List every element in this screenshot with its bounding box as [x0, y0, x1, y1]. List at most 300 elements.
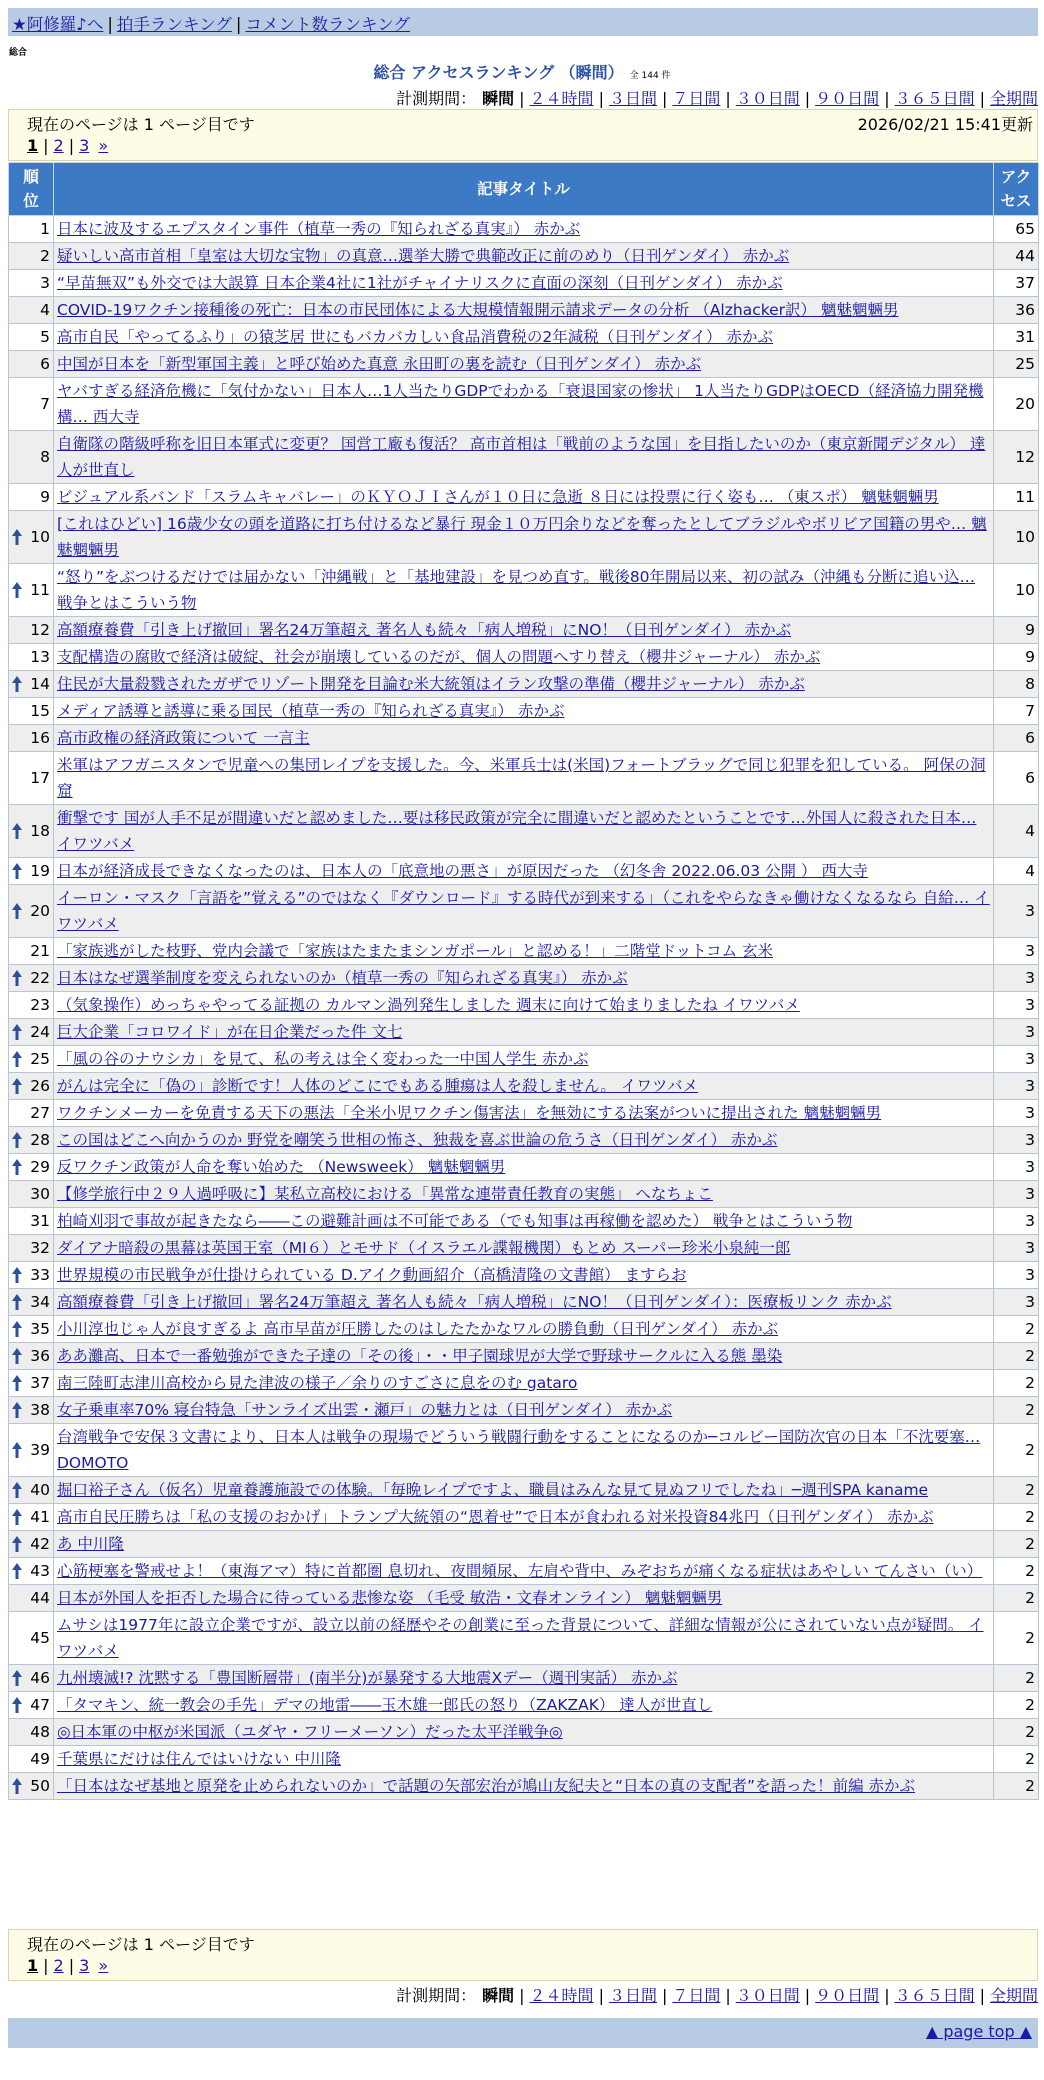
rank-cell [9, 431, 54, 484]
article-link[interactable]: 「日本はなぜ基地と原発を止められないのか」で話題の矢部宏治が鳩山友紀夫と“日本の真の支配者”を語った！前編 赤かぶ [57, 1777, 915, 1795]
rank-cell [9, 270, 54, 297]
title-cell [54, 511, 994, 564]
rank-cell [9, 992, 54, 1019]
article-link[interactable]: メディア誘導と誘導に乗る国民（植草一秀の『知られざる真実』） 赤かぶ [57, 702, 565, 720]
table-row [9, 243, 1039, 270]
title-cell [54, 270, 994, 297]
rank-up-arrow-icon [12, 1077, 22, 1095]
period-separator: | [519, 89, 525, 108]
rank-cell [9, 1208, 54, 1235]
article-link[interactable]: “早苗無双”も外交では大誤算 日本企業4社に1社がチャイナリスクに直面の深刻（日刊ゲンダイ） 赤かぶ [57, 274, 783, 292]
article-link[interactable]: ヤバすぎる経済危機に「気付かない」日本人…1人当たりGDPでわかる「衰退国家の惨状」 1人当たりGDPはOECD（経済協力開発機構… 西大寺 [57, 382, 984, 426]
table-row [9, 1181, 1039, 1208]
period-separator: | [661, 89, 668, 108]
rank-cell [9, 511, 54, 564]
table-row [9, 644, 1039, 671]
table-header-row [9, 163, 1039, 216]
access-count: 36 [994, 297, 1039, 324]
title-cell [54, 1289, 994, 1316]
period-separator: | [884, 89, 890, 108]
rank-number: 42 [30, 1535, 50, 1553]
article-link[interactable]: 衝撃です 国が人手不足が間違いだと認めました…要は移民政策が完全に間違いだと認めたということです…外国人に殺された日本… イワツバメ [57, 809, 977, 853]
article-link[interactable]: 女子乗車率70% 寝台特急「サンライズ出雲・瀬戸」の魅力とは（日刊ゲンダイ） 赤かぶ [57, 1401, 673, 1419]
period-option-1[interactable]: ２４時間 [529, 1986, 594, 2005]
title-cell [54, 324, 994, 351]
title-cell [54, 698, 994, 725]
page-top-link[interactable]: ▲ page top ▲ [925, 2022, 1032, 2041]
title-cell [54, 1154, 994, 1181]
table-row [9, 324, 1039, 351]
access-count: 2 [994, 1665, 1039, 1692]
table-row [9, 1289, 1039, 1316]
period-option-7[interactable]: 全期間 [989, 89, 1038, 108]
rank-up-arrow-icon [12, 1050, 22, 1068]
pager-top [8, 109, 1038, 161]
rank-up-arrow-icon [12, 1158, 22, 1176]
access-count: 31 [994, 324, 1039, 351]
period-selector-top [396, 86, 1038, 109]
title-cell [54, 1719, 994, 1746]
rank-cell [9, 1612, 54, 1665]
page-info: 現在のページは 1 ページ目です [27, 115, 255, 134]
rank-up-arrow-icon [12, 1696, 22, 1714]
article-link[interactable]: ムサシは1977年に設立企業ですが、設立以前の経歴やその創業に至った背景について、詳細な情報が公にされていない点が疑問。 イワツバメ [57, 1616, 984, 1660]
rank-number: 38 [30, 1401, 50, 1419]
rank-cell [9, 1692, 54, 1719]
access-count: 11 [994, 484, 1039, 511]
article-link[interactable]: 南三陸町志津川高校から見た津波の様子／余りのすごさに息をのむ gataro [57, 1374, 578, 1392]
rank-number: 40 [30, 1481, 50, 1499]
article-link[interactable]: “怒り”をぶつけるだけでは届かない「沖縄戦」と「基地建設」を見つめ直す。戦後80年開局以来、初の試み（沖縄も分断に追い込… 戦争とはこういう物 [57, 568, 976, 612]
article-link[interactable]: 日本はなぜ選挙制度を変えられないのか（植草一秀の『知られざる真実』） 赤かぶ [57, 969, 628, 987]
title-cell [54, 725, 994, 752]
access-count: 37 [994, 270, 1039, 297]
article-link[interactable]: （気象操作）めっちゃやってる証拠の カルマン渦列発生しました 週末に向けて始まりましたね イワツバメ [57, 996, 800, 1014]
rank-cell [9, 698, 54, 725]
rank-number: 3 [40, 274, 50, 292]
article-link[interactable]: ◎日本軍の中枢が米国派（ユダヤ・フリーメーソン）だった太平洋戦争◎ [57, 1723, 563, 1741]
article-link[interactable]: 日本に波及するエプスタイン事件（植草一秀の『知られざる真実』） 赤かぶ [57, 220, 581, 238]
rank-number: 43 [30, 1562, 50, 1580]
period-option-1[interactable]: ２４時間 [529, 89, 594, 108]
rank-cell [9, 1316, 54, 1343]
rank-number: 30 [30, 1185, 50, 1203]
table-row [9, 511, 1039, 564]
rank-up-arrow-icon [12, 675, 22, 693]
rank-number: 15 [30, 702, 50, 720]
rank-cell [9, 644, 54, 671]
article-link[interactable]: ワクチンメーカーを免責する天下の悪法「全米小児ワクチン傷害法」を無効にする法案がついに提出された 魑魅魍魎男 [57, 1104, 882, 1122]
page-next-link[interactable]: » [98, 1956, 109, 1975]
rank-up-arrow-icon [12, 1293, 22, 1311]
rank-number: 31 [30, 1212, 50, 1230]
page-separator: | [68, 136, 75, 155]
rank-number: 23 [30, 996, 50, 1014]
nav-link-applause-ranking[interactable]: 拍手ランキング [116, 15, 232, 34]
access-count: 20 [994, 378, 1039, 431]
title-cell [54, 1262, 994, 1289]
article-link[interactable]: 中国が日本を「新型軍国主義」と呼び始めた真意 永田町の裏を読む（日刊ゲンダイ） 赤かぶ [57, 355, 702, 373]
article-link[interactable]: 自衛隊の階級呼称を旧日本軍式に変更？ 国営工廠も復活？ 高市首相は「戦前のような国」を目指したいのか（東京新聞デジタル） 達人が世直し [57, 435, 986, 479]
article-link[interactable]: 千葉県にだけは住んではいけない 中川隆 [57, 1750, 341, 1768]
rank-cell [9, 858, 54, 885]
table-row [9, 484, 1039, 511]
rank-cell [9, 1019, 54, 1046]
article-link[interactable]: イーロン・マスク「言語を”覚える”のではなく『ダウンロード』する時代が到来する」（これをやらなきゃ働けなくなるなら 自給… イワツバメ [57, 889, 990, 933]
rank-number: 50 [30, 1777, 50, 1795]
page-link-2[interactable]: 2 [53, 1956, 64, 1975]
article-link[interactable]: 台湾戦争で安保３文書により、日本人は戦争の現場でどういう戦闘行動をすることになるのか─コルビー国防次官の日本「不沈要塞… DOMOTO [57, 1428, 981, 1472]
article-link[interactable]: 心筋梗塞を警戒せよ！（東海アマ）特に首都圏 息切れ、夜間頻尿、左肩や背中、みぞおちが痛くなる症状はあやしい てんさい（い） [57, 1562, 983, 1580]
access-count: 3 [994, 1262, 1039, 1289]
title-cell [54, 644, 994, 671]
access-count: 2 [994, 1504, 1039, 1531]
category-label: 総合 [9, 48, 28, 58]
access-count: 6 [994, 725, 1039, 752]
title-cell [54, 1424, 994, 1477]
table-row [9, 1585, 1039, 1612]
page-separator: | [68, 1956, 75, 1975]
article-link[interactable]: 疑いしい高市首相「皇室は大切な宝物」の真意…選挙大勝で典範改正に前のめり（日刊ゲンダイ） 赤かぶ [57, 247, 790, 265]
access-count: 2 [994, 1612, 1039, 1665]
rank-number: 25 [30, 1050, 50, 1068]
table-row [9, 1424, 1039, 1477]
page-link-3[interactable]: 3 [79, 136, 90, 155]
rank-number: 21 [30, 942, 50, 960]
title-cell [54, 671, 994, 698]
period-option-2[interactable]: ３日間 [608, 89, 657, 108]
table-row [9, 1370, 1039, 1397]
table-row [9, 965, 1039, 992]
title-cell [54, 351, 994, 378]
table-row [9, 1316, 1039, 1343]
page-link-2[interactable]: 2 [53, 136, 64, 155]
article-link[interactable]: 「タマキン、統一教会の手先」デマの地雷――玉木雄一郎氏の怒り（ZAKZAK） 達人が世直し [57, 1696, 713, 1714]
page-current: 1 [27, 136, 39, 155]
table-row [9, 1100, 1039, 1127]
period-separator: | [725, 1986, 731, 2005]
rank-number: 5 [40, 328, 50, 346]
rank-cell [9, 965, 54, 992]
access-count: 2 [994, 1370, 1039, 1397]
title-cell [54, 992, 994, 1019]
title-cell [54, 1665, 994, 1692]
period-option-current: 瞬間 [482, 89, 515, 108]
table-row [9, 1746, 1039, 1773]
access-count: 2 [994, 1585, 1039, 1612]
rank-number: 34 [30, 1293, 50, 1311]
article-link[interactable]: ビジュアル系バンド「スラムキャバレー」のＫＹＯＪＩさんが１０日に急逝 ８日には投票に行く姿も… （東スポ） 魑魅魍魎男 [57, 488, 939, 506]
access-count: 10 [994, 511, 1039, 564]
rank-number: 9 [40, 488, 50, 506]
access-count: 65 [994, 216, 1039, 243]
article-link[interactable]: 高市自民「やってるふり」の猿芝居 世にもバカバカしい食品消費税の2年減税（日刊ゲンダイ） 赤かぶ [57, 328, 773, 346]
rank-up-arrow-icon [12, 902, 22, 920]
table-row [9, 1531, 1039, 1558]
period-option-7[interactable]: 全期間 [989, 1986, 1038, 2005]
article-link[interactable]: COVID-19ワクチン接種後の死亡：日本の市民団体による大規模情報開示請求データの分析 （Alzhacker訳） 魑魅魍魎男 [57, 301, 899, 319]
article-link[interactable]: 「家族逃がした枝野、党内会議で「家族はたまたまシンガポール」と認める！」二階堂ドットコム 玄米 [57, 942, 773, 960]
access-count: 4 [994, 858, 1039, 885]
page-separator: | [43, 136, 49, 155]
table-row [9, 1235, 1039, 1262]
period-option-6[interactable]: ３６５日間 [894, 1986, 975, 2005]
table-row [9, 752, 1039, 805]
rank-number: 49 [30, 1750, 50, 1768]
title-cell [54, 378, 994, 431]
access-count: 3 [994, 1235, 1039, 1262]
article-link[interactable]: 九州壊滅!? 沈黙する「豊国断層帯」(南半分)が暴発する大地震Xデー（週刊実話） 赤かぶ [57, 1669, 678, 1687]
title-cell [54, 1504, 994, 1531]
table-row [9, 1719, 1039, 1746]
article-link[interactable]: 高額療養費「引き上げ撤回」署名24万筆超え 著名人も続々「病人増税」にNO！（日刊ゲンダイ） 赤かぶ [57, 621, 792, 639]
article-link[interactable]: 高市政権の経済政策について 一言主 [57, 729, 310, 747]
rank-number: 29 [30, 1158, 50, 1176]
rank-number: 28 [30, 1131, 50, 1149]
rank-cell [9, 1073, 54, 1100]
pager-bottom [8, 1929, 1038, 1981]
article-link[interactable]: 高市自民圧勝ちは「私の支援のおかげ」トランプ大統領の“恩着せ”で日本が食われる対米投資84兆円（日刊ゲンダイ） 赤かぶ [57, 1508, 934, 1526]
title-cell [54, 938, 994, 965]
rank-number: 12 [30, 621, 50, 639]
period-option-5[interactable]: ９０日間 [815, 89, 880, 108]
rank-cell [9, 1154, 54, 1181]
article-link[interactable]: 日本が外国人を拒否した場合に待っている悲惨な姿 （毛受 敏浩・文春オンライン） 魑魅魍魎男 [57, 1589, 723, 1607]
table-row [9, 938, 1039, 965]
rank-cell [9, 1531, 54, 1558]
table-row [9, 1046, 1039, 1073]
rank-number: 41 [30, 1508, 50, 1526]
access-count: 3 [994, 1127, 1039, 1154]
article-link[interactable]: 反ワクチン政策が人命を奪い始めた （Newsweek） 魑魅魍魎男 [57, 1158, 506, 1176]
rank-number: 20 [30, 902, 50, 920]
rank-cell [9, 243, 54, 270]
footer-bar [8, 2018, 1038, 2048]
article-link[interactable]: 高額療養費「引き上げ撤回」署名24万筆超え 著名人も続々「病人増税」にNO！（日刊ゲンダイ）：医療板リンク 赤かぶ [57, 1293, 892, 1311]
table-row [9, 698, 1039, 725]
table-row [9, 725, 1039, 752]
table-row [9, 1154, 1039, 1181]
table-row [9, 431, 1039, 484]
title-cell [54, 297, 994, 324]
rank-up-arrow-icon [12, 822, 22, 840]
article-link[interactable]: ダイアナ暗殺の黒幕は英国王室（MI６）とモサド（イスラエル諜報機関）もとめ スーパー珍米小泉純一郎 [57, 1239, 791, 1257]
access-count: 2 [994, 1477, 1039, 1504]
rank-cell [9, 1100, 54, 1127]
article-link[interactable]: がんは完全に「偽の」診断です！人体のどこにでもある腫瘍は人を殺しません。 イワツバメ [57, 1077, 699, 1095]
period-option-4[interactable]: ３０日間 [735, 89, 800, 108]
table-row [9, 1773, 1039, 1800]
rank-up-arrow-icon [12, 1131, 22, 1149]
article-link[interactable]: 米軍はアフガニスタンで児童への集団レイプを支援した。今、米軍兵士は(米国)フォートブラッグで同じ犯罪を犯している。 阿保の洞窟 [57, 756, 986, 800]
access-count: 3 [994, 938, 1039, 965]
title-cell [54, 1477, 994, 1504]
period-separator: | [884, 1986, 890, 2005]
rank-cell [9, 378, 54, 431]
rank-number: 14 [30, 675, 50, 693]
table-row [9, 297, 1039, 324]
rank-number: 8 [40, 448, 50, 466]
rank-cell [9, 1127, 54, 1154]
title-cell [54, 1316, 994, 1343]
title-cell [54, 564, 994, 617]
rank-number: 1 [40, 220, 50, 238]
header-title: 記事タイトル [54, 163, 994, 216]
rank-up-arrow-icon [12, 1401, 22, 1419]
rank-cell [9, 1181, 54, 1208]
rank-number: 6 [40, 355, 50, 373]
rank-cell [9, 1046, 54, 1073]
table-row [9, 1343, 1039, 1370]
title-cell [54, 1181, 994, 1208]
article-link[interactable]: 柏崎刈羽で事故が起きたなら――この避難計画は不可能である（でも知事は再稼働を認めた） 戦争とはこういう物 [57, 1212, 853, 1230]
rank-up-arrow-icon [12, 969, 22, 987]
period-separator: | [725, 89, 731, 108]
page-current: 1 [27, 1956, 39, 1975]
article-link[interactable]: 掘口裕子さん（仮名）児童養護施設での体験。「毎晩レイプですよ、職員はみんな見て見ぬフリでしたね」─週刊SPA kaname [57, 1481, 929, 1499]
access-count: 2 [994, 1531, 1039, 1558]
period-separator: | [598, 89, 604, 108]
access-count: 2 [994, 1719, 1039, 1746]
table-row [9, 270, 1039, 297]
table-row [9, 1665, 1039, 1692]
rank-up-arrow-icon [12, 581, 22, 599]
rank-cell [9, 617, 54, 644]
header-rank [9, 163, 54, 216]
article-link[interactable]: 巨大企業「コロワイド」が在日企業だった件 文七 [57, 1023, 403, 1041]
rank-cell [9, 1235, 54, 1262]
rank-cell [9, 324, 54, 351]
page-next-link[interactable]: » [98, 136, 109, 155]
article-link[interactable]: この国はどこへ向かうのか 野党を嘲笑う世相の怖さ、独裁を喜ぶ世論の危うさ（日刊ゲンダイ） 赤かぶ [57, 1131, 778, 1149]
access-count: 3 [994, 1073, 1039, 1100]
rank-up-arrow-icon [12, 1023, 22, 1041]
article-link[interactable]: 小川淳也じゃ人が良すぎるよ 高市早苗が圧勝したのはしたたかなワルの勝負動（日刊ゲンダイ） 赤かぶ [57, 1320, 779, 1338]
top-nav [8, 8, 1038, 36]
title-cell [54, 1692, 994, 1719]
rank-cell [9, 805, 54, 858]
period-option-6[interactable]: ３６５日間 [894, 89, 975, 108]
access-count: 2 [994, 1343, 1039, 1370]
rank-cell [9, 752, 54, 805]
rank-up-arrow-icon [12, 1320, 22, 1338]
rank-cell [9, 297, 54, 324]
rank-number: 33 [30, 1266, 50, 1284]
title-cell [54, 431, 994, 484]
rank-number: 4 [40, 301, 50, 319]
title-cell [54, 1773, 994, 1800]
article-link[interactable]: 【修学旅行中２９人過呼吸に】某私立高校における「異常な連帯責任教育の実態」 へなちょこ [57, 1185, 713, 1203]
title-cell [54, 1370, 994, 1397]
period-option-2[interactable]: ３日間 [608, 1986, 657, 2005]
access-count: 2 [994, 1558, 1039, 1585]
article-link[interactable]: 日本が経済成長できなくなったのは、日本人の「底意地の悪さ」が原因だった （幻冬舎 2022.06.03 公開 ） 西大寺 [57, 862, 868, 880]
rank-number: 36 [30, 1347, 50, 1365]
page-links [27, 1956, 108, 1975]
rank-number: 44 [30, 1589, 50, 1607]
period-selector-bottom [396, 1983, 1038, 2006]
rank-cell [9, 1289, 54, 1316]
period-separator: | [979, 1986, 985, 2005]
rank-up-arrow-icon [12, 1777, 22, 1795]
article-link[interactable]: あ 中川隆 [57, 1535, 124, 1553]
rank-number: 46 [30, 1669, 50, 1687]
rank-number: 2 [40, 247, 50, 265]
rank-cell [9, 1665, 54, 1692]
access-count: 25 [994, 351, 1039, 378]
rank-number: 18 [30, 822, 50, 840]
table-row [9, 1262, 1039, 1289]
table-row [9, 885, 1039, 938]
rank-cell [9, 1424, 54, 1477]
page-title-text: 総合 アクセスランキング （瞬間） [373, 63, 624, 82]
table-row [9, 378, 1039, 431]
rank-up-arrow-icon [12, 1374, 22, 1392]
rank-cell [9, 1397, 54, 1424]
title-cell [54, 1558, 994, 1585]
rank-number: 16 [30, 729, 50, 747]
access-count: 3 [994, 1046, 1039, 1073]
article-link[interactable]: 住民が大量殺戮されたガザでリゾート開発を目論む米大統領はイラン攻撃の準備（櫻井ジャーナル） 赤かぶ [57, 675, 805, 693]
access-count: 3 [994, 1154, 1039, 1181]
article-link[interactable]: 支配構造の腐敗で経済は破綻、社会が崩壊しているのだが、個人の問題へすり替え（櫻井ジャーナル） 赤かぶ [57, 648, 821, 666]
table-row [9, 805, 1039, 858]
header-rank-label: 順位 [23, 168, 39, 210]
nav-separator: | [107, 15, 113, 34]
access-count: 2 [994, 1316, 1039, 1343]
table-row [9, 1612, 1039, 1665]
period-option-4[interactable]: ３０日間 [735, 1986, 800, 2005]
nav-link-comment-ranking[interactable]: コメント数ランキング [245, 15, 410, 34]
access-count: 10 [994, 564, 1039, 617]
page-link-3[interactable]: 3 [79, 1956, 90, 1975]
title-cell [54, 1235, 994, 1262]
rank-cell [9, 1504, 54, 1531]
title-cell [54, 484, 994, 511]
rank-up-arrow-icon [12, 1266, 22, 1284]
period-option-5[interactable]: ９０日間 [815, 1986, 880, 2005]
rank-up-arrow-icon [12, 1535, 22, 1553]
title-cell [54, 1397, 994, 1424]
article-link[interactable]: 「風の谷のナウシカ」を見て、私の考えは全く変わった一中国人学生 赤かぶ [57, 1050, 589, 1068]
access-count: 3 [994, 1100, 1039, 1127]
updated-timestamp: 2026/02/21 15:41更新 [857, 115, 1033, 134]
access-count: 9 [994, 617, 1039, 644]
page-title [0, 60, 1044, 83]
rank-number: 47 [30, 1696, 50, 1714]
article-link[interactable]: 世界規模の市民戦争が仕掛けられている D.アイク動画紹介（高橋清隆の文書館） ますらお [57, 1266, 687, 1284]
rank-up-arrow-icon [12, 1347, 22, 1365]
period-option-3[interactable]: ７日間 [672, 1986, 721, 2005]
article-link[interactable]: ああ灘高、日本で一番勉強ができた子達の「その後」・・甲子園球児が大学で野球サークルに入る態 墨染 [57, 1347, 783, 1365]
rank-up-arrow-icon [12, 862, 22, 880]
rank-number: 11 [30, 581, 50, 599]
rank-number: 48 [30, 1723, 50, 1741]
rank-cell [9, 1262, 54, 1289]
table-row [9, 1019, 1039, 1046]
table-row [9, 1127, 1039, 1154]
period-option-3[interactable]: ７日間 [672, 89, 721, 108]
ranking-body [9, 216, 1039, 1800]
rank-number: 32 [30, 1239, 50, 1257]
page-info: 現在のページは 1 ページ目です [27, 1935, 255, 1954]
article-link[interactable]: [これはひどい] 16歳少女の頭を道路に打ち付けるなど暴行 現金１０万円余りなどを奪ったとしてブラジルやボリビア国籍の男や… 魑魅魍魎男 [57, 515, 987, 559]
table-row [9, 1558, 1039, 1585]
table-row [9, 1208, 1039, 1235]
nav-link-asyura[interactable]: ★阿修羅♪へ [12, 15, 104, 34]
title-cell [54, 1612, 994, 1665]
rank-up-arrow-icon [12, 1669, 22, 1687]
